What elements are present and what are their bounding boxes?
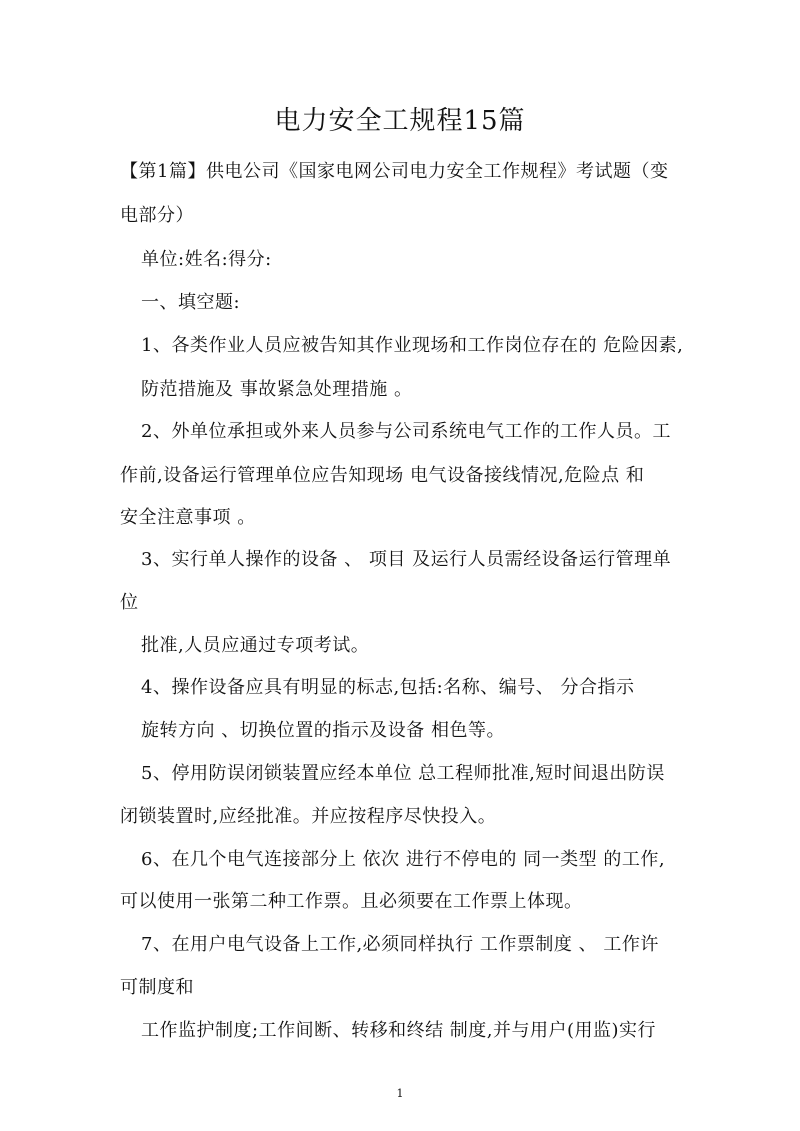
paragraph-line: 1、各类作业人员应被告知其作业现场和工作岗位存在的 危险因素,	[141, 335, 684, 356]
paragraph-line: 【第1篇】供电公司《国家电网公司电力安全工作规程》考试题（变	[120, 161, 669, 182]
paragraph-line: 防范措施及 事故紧急处理措施 。	[141, 379, 413, 400]
paragraph-line: 作前,设备运行管理单位应告知现场 电气设备接线情况,危险点 和	[120, 465, 645, 486]
paragraph-line: 电部分）	[120, 205, 194, 226]
paragraph-line: 7、在用户电气设备上工作,必须同样执行 工作票制度 、 工作许	[141, 934, 659, 955]
paragraph-line: 位	[120, 592, 139, 613]
paragraph-line: 单位:姓名:得分:	[141, 249, 272, 270]
paragraph-line: 6、在几个电气连接部分上 依次 进行不停电的 同一类型 的工作,	[141, 849, 666, 870]
page-number: 1	[396, 1087, 404, 1100]
paragraph-line: 5、停用防误闭锁装置应经本单位 总工程师批准,短时间退出防误	[141, 763, 665, 784]
paragraph-line: 2、外单位承担或外来人员参与公司系统电气工作的工作人员。工	[141, 421, 671, 442]
paragraph-line: 4、操作设备应具有明显的标志,包括:名称、编号、 分合指示	[141, 677, 635, 698]
paragraph-line: 工作监护制度;工作间断、转移和终结 制度,并与用户(用监)实行	[141, 1020, 657, 1041]
paragraph-line: 安全注意事项 。	[120, 507, 256, 528]
document-title: 电力安全工规程15篇	[274, 106, 526, 136]
paragraph-line: 旋转方向 、切换位置的指示及设备 相色等。	[141, 720, 505, 741]
paragraph-line: 闭锁装置时,应经批准。并应按程序尽快投入。	[120, 806, 497, 827]
paragraph-line: 可制度和	[120, 977, 194, 998]
paragraph-line: 可以使用一张第二种工作票。且必须要在工作票上体现。	[120, 891, 583, 912]
paragraph-line: 3、实行单人操作的设备 、 项目 及运行人员需经设备运行管理单	[141, 549, 672, 570]
paragraph-line: 批准,人员应通过专项考试。	[141, 635, 370, 656]
paragraph-line: 一、填空题:	[141, 292, 241, 313]
